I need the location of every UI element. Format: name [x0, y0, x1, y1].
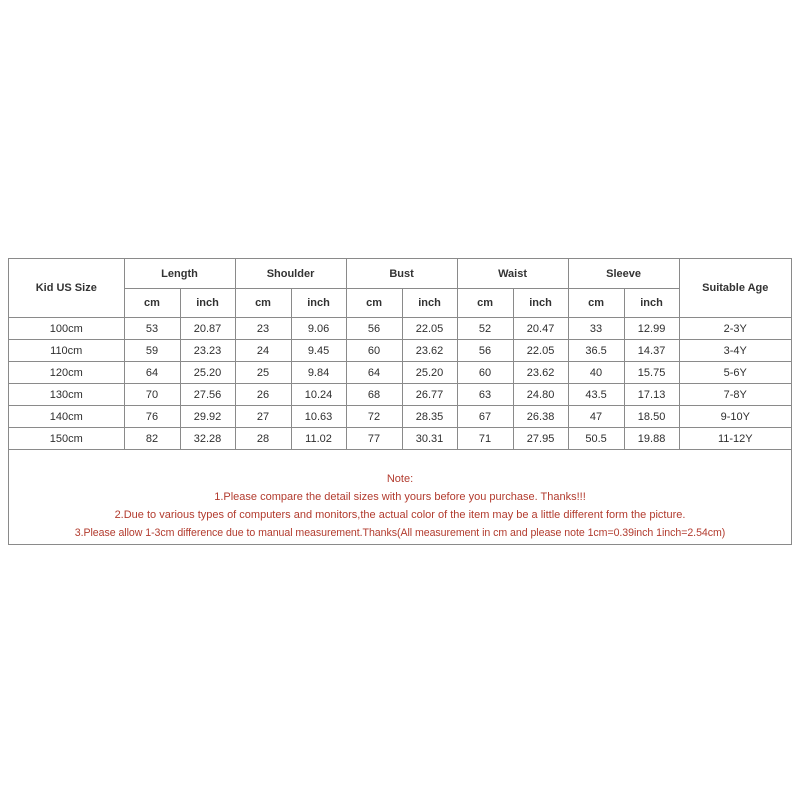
length-inch-cell: 20.87 [180, 318, 235, 340]
table-row [9, 384, 791, 406]
sleeve-inch-cell: 15.75 [624, 362, 679, 384]
sleeve-inch-cell: 12.99 [624, 318, 679, 340]
sleeve-cm-cell: 40 [568, 362, 624, 384]
sleeve-inch-cell: 17.13 [624, 384, 679, 406]
waist-cm-cell: 63 [457, 384, 513, 406]
age-cell: 11-12Y [679, 428, 791, 450]
waist-inch-cell: 26.38 [513, 406, 568, 428]
sleeve-cm-cell: 50.5 [568, 428, 624, 450]
waist-inch-cell: 23.62 [513, 362, 568, 384]
age-cell: 5-6Y [679, 362, 791, 384]
bust-cm-cell: 72 [346, 406, 402, 428]
bust-cm-cell: 64 [346, 362, 402, 384]
unit-row [9, 289, 791, 318]
sleeve-cm-cell: 33 [568, 318, 624, 340]
age-cell: 3-4Y [679, 340, 791, 362]
suitable-age-header: Suitable Age [679, 259, 791, 318]
bust-inch-cell: 25.20 [402, 362, 457, 384]
size-table [9, 259, 791, 450]
bust-inch-cell: 30.31 [402, 428, 457, 450]
table-row [9, 318, 791, 340]
length-cm-cell: 53 [124, 318, 180, 340]
shoulder-inch-cell: 9.06 [291, 318, 346, 340]
waist-inch-cell: 27.95 [513, 428, 568, 450]
sleeve-header: Sleeve [568, 259, 679, 289]
sleeve-cm-cell: 43.5 [568, 384, 624, 406]
bust-cm-cell: 60 [346, 340, 402, 362]
bust-header: Bust [346, 259, 457, 289]
bust-inch-cell: 22.05 [402, 318, 457, 340]
bust-inch-cell: 28.35 [402, 406, 457, 428]
size-rows [9, 318, 791, 450]
shoulder-cm-cell: 26 [235, 384, 291, 406]
notes [9, 450, 791, 544]
length-cm-cell: 59 [124, 340, 180, 362]
shoulder-cm-header: cm [235, 289, 291, 318]
length-inch-cell: 32.28 [180, 428, 235, 450]
sleeve-inch-cell: 19.88 [624, 428, 679, 450]
waist-cm-cell: 52 [457, 318, 513, 340]
shoulder-inch-cell: 9.45 [291, 340, 346, 362]
length-cm-cell: 82 [124, 428, 180, 450]
shoulder-cm-cell: 24 [235, 340, 291, 362]
size-cell: 110cm [9, 340, 124, 362]
table-row [9, 340, 791, 362]
size-cell: 100cm [9, 318, 124, 340]
size-chart [8, 258, 792, 545]
size-cell: 150cm [9, 428, 124, 450]
waist-cm-cell: 71 [457, 428, 513, 450]
length-cm-cell: 76 [124, 406, 180, 428]
shoulder-inch-header: inch [291, 289, 346, 318]
note-line-2: 2.Due to various types of computers and monitors,the actual color of the item may be a little different form the picture. [114, 509, 686, 521]
shoulder-inch-cell: 10.63 [291, 406, 346, 428]
size-cell: 140cm [9, 406, 124, 428]
shoulder-inch-cell: 9.84 [291, 362, 346, 384]
table-row [9, 362, 791, 384]
table-row [9, 406, 791, 428]
shoulder-cm-cell: 25 [235, 362, 291, 384]
waist-inch-cell: 24.80 [513, 384, 568, 406]
kid-us-size-header: Kid US Size [9, 259, 124, 318]
sleeve-inch-header: inch [624, 289, 679, 318]
waist-cm-header: cm [457, 289, 513, 318]
note-title: Note: [386, 473, 414, 485]
length-inch-cell: 25.20 [180, 362, 235, 384]
waist-cm-cell: 56 [457, 340, 513, 362]
shoulder-cm-cell: 23 [235, 318, 291, 340]
bust-cm-cell: 77 [346, 428, 402, 450]
header-row [9, 259, 791, 289]
sleeve-inch-cell: 18.50 [624, 406, 679, 428]
length-cm-cell: 64 [124, 362, 180, 384]
length-inch-cell: 23.23 [180, 340, 235, 362]
bust-cm-cell: 68 [346, 384, 402, 406]
shoulder-cm-cell: 28 [235, 428, 291, 450]
waist-inch-cell: 22.05 [513, 340, 568, 362]
bust-inch-header: inch [402, 289, 457, 318]
age-cell: 7-8Y [679, 384, 791, 406]
waist-inch-header: inch [513, 289, 568, 318]
waist-cm-cell: 60 [457, 362, 513, 384]
bust-cm-cell: 56 [346, 318, 402, 340]
bust-inch-cell: 23.62 [402, 340, 457, 362]
shoulder-inch-cell: 11.02 [291, 428, 346, 450]
length-inch-cell: 29.92 [180, 406, 235, 428]
size-cell: 130cm [9, 384, 124, 406]
bust-inch-cell: 26.77 [402, 384, 457, 406]
sleeve-cm-cell: 36.5 [568, 340, 624, 362]
shoulder-header: Shoulder [235, 259, 346, 289]
length-inch-header: inch [180, 289, 235, 318]
bust-cm-header: cm [346, 289, 402, 318]
waist-header: Waist [457, 259, 568, 289]
age-cell: 2-3Y [679, 318, 791, 340]
note-line-1: 1.Please compare the detail sizes with yours before you purchase. Thanks!!! [214, 491, 586, 503]
waist-inch-cell: 20.47 [513, 318, 568, 340]
sleeve-cm-header: cm [568, 289, 624, 318]
shoulder-cm-cell: 27 [235, 406, 291, 428]
sleeve-cm-cell: 47 [568, 406, 624, 428]
waist-cm-cell: 67 [457, 406, 513, 428]
note-line-3: 3.Please allow 1-3cm difference due to manual measurement.Thanks(All measurement in cm and please note 1cm=0.39inch 1inch=2.54cm) [74, 527, 726, 539]
length-header: Length [124, 259, 235, 289]
size-cell: 120cm [9, 362, 124, 384]
age-cell: 9-10Y [679, 406, 791, 428]
table-row [9, 428, 791, 450]
length-cm-cell: 70 [124, 384, 180, 406]
length-cm-header: cm [124, 289, 180, 318]
sleeve-inch-cell: 14.37 [624, 340, 679, 362]
shoulder-inch-cell: 10.24 [291, 384, 346, 406]
length-inch-cell: 27.56 [180, 384, 235, 406]
